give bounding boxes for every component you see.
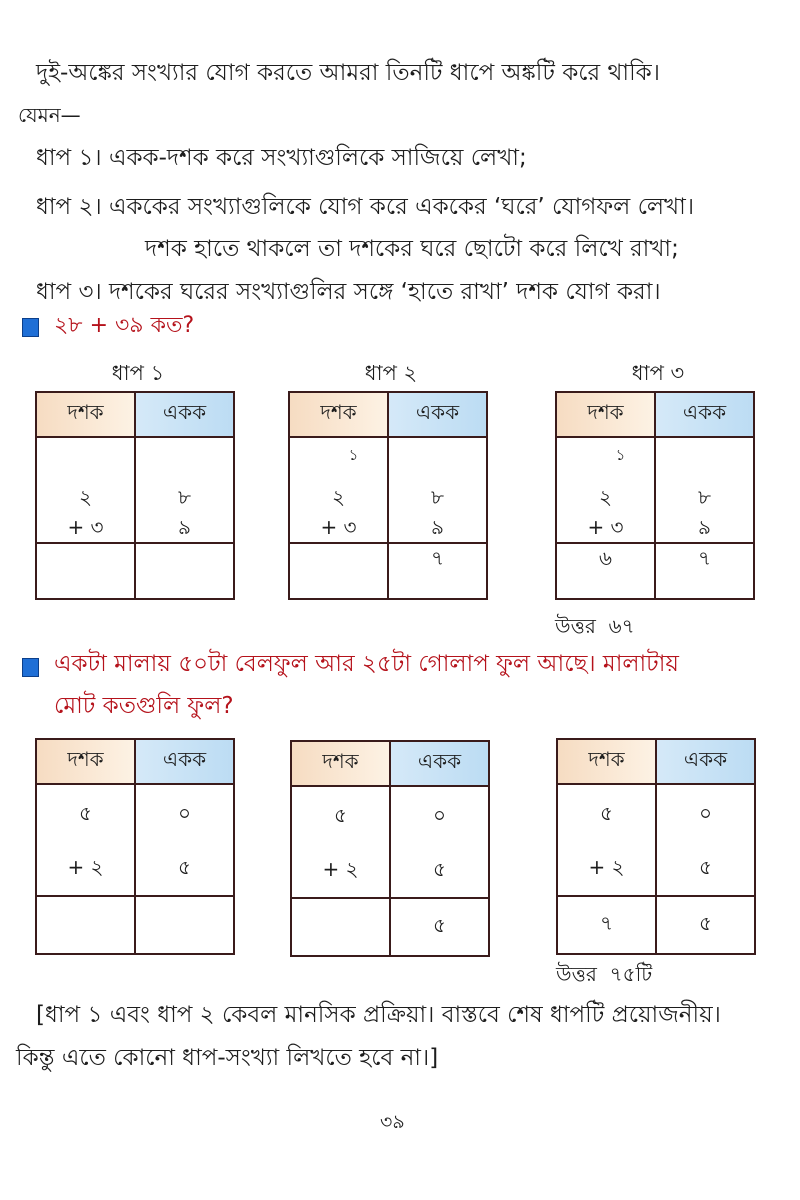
ones-digit: ৮ (698, 485, 711, 509)
tens-cell (291, 786, 390, 898)
ones-header: একক (656, 739, 755, 784)
tens-cell (289, 437, 388, 543)
tens-header: দশক (289, 392, 388, 437)
place-value-table (288, 391, 488, 600)
result-ones-cell: ৫ (656, 896, 755, 954)
tens-cell (36, 437, 135, 543)
ones-header: একক (135, 739, 234, 784)
place-value-table (290, 740, 490, 957)
tens-digit: + ২ (588, 855, 625, 879)
result-ones-cell (135, 896, 234, 954)
ones-header: একক (388, 392, 487, 437)
intro-line-1: দুই-অঙ্কের সংখ্যার যোগ করতে আমরা তিনটি ধাপে অঙ্কটি করে থাকি। (36, 60, 660, 86)
tens-digit: ৫ (334, 803, 347, 827)
tens-cell (556, 437, 655, 543)
tens-digit: ২ (331, 485, 345, 509)
result-tens-cell: ৬ (556, 543, 655, 599)
step-1-description: ধাপ ১। একক-দশক করে সংখ্যাগুলিকে সাজিয়ে লেখা; (36, 145, 527, 171)
tens-digit: ৫ (79, 801, 92, 825)
carry-digit: ১ (615, 446, 626, 464)
example-2-question-line-1: একটা মালায় ৫০টা বেলফুল আর ২৫টা গোলাপ ফুল আছে। মালাটায় (54, 651, 679, 677)
tens-digit: + ৩ (587, 515, 624, 539)
tens-digit: + ৩ (67, 515, 104, 539)
place-value-table (555, 391, 755, 600)
example-1-question: ২৮ + ৩৯ কত? (54, 313, 195, 338)
result-tens-cell (36, 543, 135, 599)
step-3-title: ধাপ ৩ (631, 361, 685, 385)
ones-cell (135, 784, 234, 896)
ones-digit: ৮ (178, 485, 191, 509)
carry-digit: ১ (348, 446, 359, 464)
example-2-question-line-2: মোট কতগুলি ফুল? (54, 693, 234, 719)
ones-digit: ৯ (178, 515, 191, 539)
ones-digit: ৮ (431, 485, 444, 509)
result-tens-cell (289, 543, 388, 599)
result-tens-cell: ৭ (557, 896, 656, 954)
step-2-description-cont: দশক হাতে থাকলে তা দশকের ঘরে ছোটো করে লিখে রাখা; (145, 236, 679, 262)
tens-cell (557, 784, 656, 896)
place-value-table (35, 391, 235, 600)
example-2-answer: উত্তর ৭৫টি (556, 962, 653, 986)
ones-digit: ৯ (698, 515, 711, 539)
tens-digit: ২ (78, 485, 92, 509)
tens-cell (36, 784, 135, 896)
ones-header: একক (655, 392, 754, 437)
step-2-description: ধাপ ২। এককের সংখ্যাগুলিকে যোগ করে এককের ‘ঘরে’ যোগফল লেখা। (36, 194, 695, 220)
tens-digit: ২ (598, 485, 612, 509)
tens-header: দশক (36, 739, 135, 784)
ones-cell (655, 437, 754, 543)
ones-digit: ৫ (178, 855, 191, 879)
ones-cell (656, 784, 755, 896)
tens-digit: ৫ (600, 801, 613, 825)
ones-digit: ৫ (699, 855, 712, 879)
place-value-table (556, 738, 756, 955)
ones-digit: ০ (698, 801, 712, 825)
ones-cell (390, 786, 489, 898)
result-ones-cell: ৭ (388, 543, 487, 599)
square-bullet-icon (22, 658, 39, 677)
square-bullet-icon (22, 318, 39, 337)
tens-header: দশক (557, 739, 656, 784)
result-ones-cell: ৫ (390, 898, 489, 956)
ones-digit: ০ (177, 801, 191, 825)
step-2-title: ধাপ ২ (364, 361, 418, 385)
tens-header: দশক (291, 741, 390, 786)
note-line-2: কিন্তু এতে কোনো ধাপ-সংখ্যা লিখতে হবে না।] (16, 1045, 439, 1071)
tens-digit: + ২ (322, 857, 359, 881)
result-tens-cell (291, 898, 390, 956)
tens-digit: + ২ (67, 855, 104, 879)
ones-digit: ০ (432, 803, 446, 827)
tens-header: দশক (556, 392, 655, 437)
page-number: ৩৯ (380, 1111, 405, 1133)
result-tens-cell (36, 896, 135, 954)
ones-cell (135, 437, 234, 543)
place-value-table (35, 738, 235, 955)
ones-digit: ৫ (433, 857, 446, 881)
step-1-title: ধাপ ১ (111, 361, 165, 385)
ones-header: একক (390, 741, 489, 786)
intro-line-2: যেমন— (18, 103, 81, 127)
tens-header: দশক (36, 392, 135, 437)
ones-digit: ৯ (431, 515, 444, 539)
ones-cell (388, 437, 487, 543)
step-3-description: ধাপ ৩। দশকের ঘরের সংখ্যাগুলির সঙ্গে ‘হাতে রাখা’ দশক যোগ করা। (36, 279, 661, 305)
tens-digit: + ৩ (320, 515, 357, 539)
result-ones-cell: ৭ (655, 543, 754, 599)
result-ones-cell (135, 543, 234, 599)
example-1-answer: উত্তর ৬৭ (555, 614, 635, 638)
ones-header: একক (135, 392, 234, 437)
note-line-1: [ধাপ ১ এবং ধাপ ২ কেবল মানসিক প্রক্রিয়া। বাস্তবে শেষ ধাপটি প্রয়োজনীয়। (36, 1002, 721, 1028)
